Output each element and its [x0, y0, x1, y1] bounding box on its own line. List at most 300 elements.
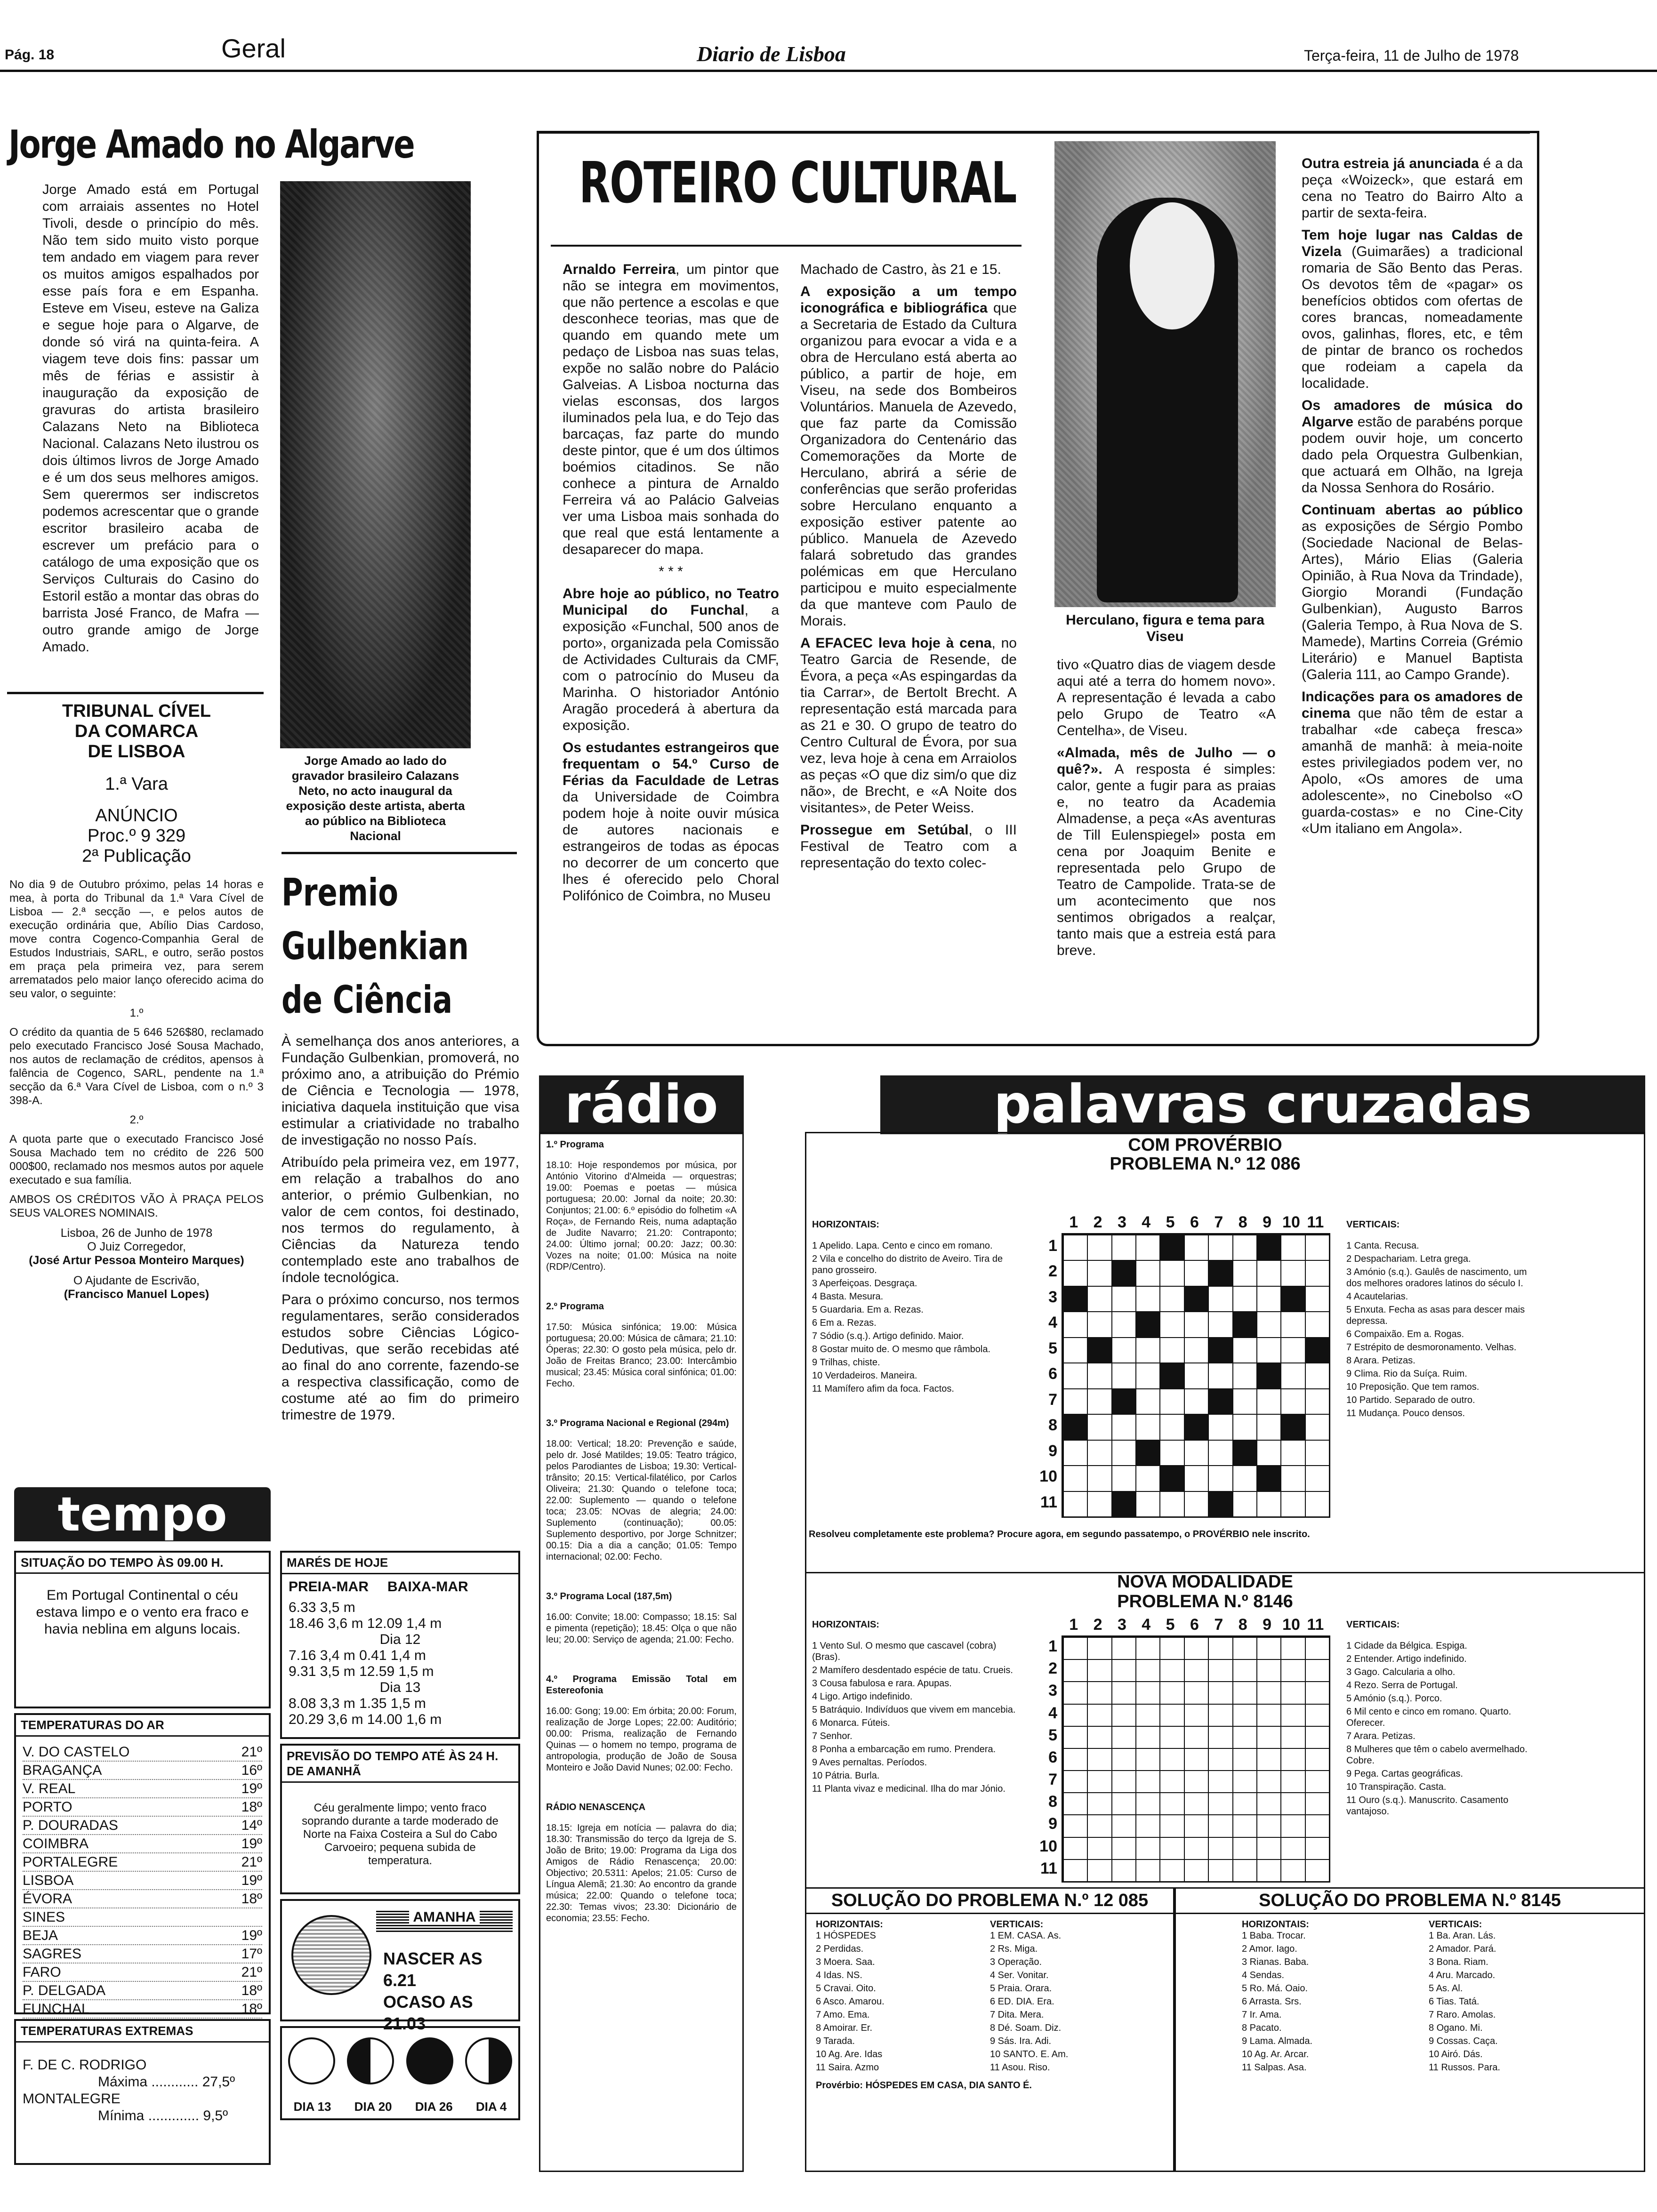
temperature-row: [23, 1982, 262, 2000]
preia-mar-header: PREIA-MAR: [289, 1579, 369, 1595]
grid-row-number: 10: [1039, 1837, 1057, 1855]
extremas-max-label: Máxima: [98, 2074, 148, 2090]
clue-item: 8 Amoirar. Er.: [816, 2023, 873, 2033]
grid-cell: [1256, 1414, 1281, 1440]
grid-cell: [1280, 1491, 1305, 1517]
tribunal-rule: [7, 692, 264, 694]
clue-item: 3 Cousa fabulosa e rara. Apupas.: [812, 1678, 952, 1689]
grid-cell: [1280, 1337, 1305, 1363]
grid-cell: [1063, 1440, 1088, 1466]
grid-cell: [1184, 1440, 1209, 1466]
clue-item: 3 Gago. Calcularia a olho.: [1346, 1667, 1456, 1677]
grid-cell: [1135, 1260, 1160, 1286]
clue-item: 11 Asou. Riso.: [990, 2062, 1050, 2073]
clue-item: 11 Russos. Para.: [1429, 2062, 1500, 2073]
radio-listings: [546, 1139, 737, 1924]
grid-cell: [1232, 1465, 1257, 1491]
temperature-row: [23, 1798, 262, 1817]
grid-cell: [1305, 1260, 1330, 1286]
grid-cell: [1111, 1637, 1136, 1660]
temperature-city: P. DELGADA: [23, 1983, 106, 1998]
roteiro-c4e: Indicações para os amadores de cinema que não têm de estar a trabalhar «de cabeça fresca» amanhã de manhã: à meia-noite estes privilegiados podem ver, no Apolo, «Os amores de uma adolescente», no Cinebolso «O guarda-costas» e no Cine-City «Um italiano em Angola».: [1302, 689, 1523, 836]
tribunal-vara: 1.ª Vara: [105, 774, 168, 794]
grid-cell: [1135, 1726, 1160, 1749]
grid-cell: [1208, 1234, 1233, 1261]
tide-row: 6.33 3,5 m: [289, 1600, 355, 1615]
solucao-2-v-label: VERTICAIS:: [1429, 1919, 1482, 1930]
grid-cell: [1135, 1286, 1160, 1312]
grid-cell: [1135, 1859, 1160, 1882]
grid-cell: [1232, 1704, 1257, 1727]
puzzle1-note: Resolveu completamente este problema? Procure agora, em segundo passatempo, o PROVÉRBIO nele inscrito.: [809, 1529, 1310, 1539]
grid-column-number: 8: [1238, 1616, 1247, 1634]
clue-item: 1 Baba. Trocar.: [1242, 1931, 1306, 1941]
tide-row: 18.46 3,6 m 12.09 1,4 m: [289, 1616, 442, 1631]
grid-cell: [1135, 1637, 1160, 1660]
amanha-bar: [376, 1909, 513, 1932]
section-name: Geral: [221, 33, 286, 63]
grid-column-number: 1: [1069, 1213, 1078, 1231]
puzzle2-row-numbers: [1033, 1635, 1059, 1883]
grid-cell: [1184, 1260, 1209, 1286]
tribunal-title-2: DA COMARCA: [74, 721, 199, 741]
clue-item: 1 Apelido. Lapa. Cento e cinco em romano.: [812, 1241, 993, 1251]
grid-cell: [1305, 1491, 1330, 1517]
grid-cell: [1208, 1837, 1233, 1860]
grid-cell-black: [1208, 1260, 1233, 1286]
grid-cell: [1063, 1260, 1088, 1286]
puzzle2-vertical-clues: [1346, 1640, 1535, 1819]
grid-cell: [1184, 1792, 1209, 1815]
grid-cell-black: [1135, 1440, 1160, 1466]
grid-cell: [1111, 1286, 1136, 1312]
grid-cell: [1280, 1362, 1305, 1389]
roteiro-c4b: Tem hoje lugar nas Caldas de Vizela (Guimarães) a tradicional romaria de São Bento das Peras. Os devotos têm de «pagar» os benefícios obtidos com ofertas de cores brancas, nomeadamente ovos, galinhas, flores, etc, e têm de pintar de branco os rochedos que rodeiam a capela da localidade.: [1302, 227, 1523, 391]
solucao-2-title: SOLUÇÃO DO PROBLEMA N.º 8145: [1176, 1889, 1644, 1914]
grid-cell: [1063, 1837, 1088, 1860]
grid-row-number: 7: [1048, 1771, 1057, 1789]
grid-cell: [1111, 1837, 1136, 1860]
grid-cell: [1159, 1681, 1184, 1704]
grid-cell: [1232, 1337, 1257, 1363]
grid-cell: [1087, 1637, 1112, 1660]
tribunal-notice: [9, 701, 264, 1301]
grid-cell: [1280, 1859, 1305, 1882]
premio-p2: Atribuído pela primeira vez, em 1977, em relação a trabalhos do ano anterior, o prémio Gulbenkian, no valor de cem contos, foi destinado, nos termos do regulamento, à Ciências da Natureza tendo contemplado este ano trabalhos de índole tecnológica.: [282, 1154, 519, 1285]
grid-cell: [1063, 1726, 1088, 1749]
clue-item: 2 Amador. Pará.: [1429, 1944, 1496, 1954]
grid-cell: [1063, 1704, 1088, 1727]
grid-cell: [1305, 1659, 1330, 1682]
radio-t6: 18.15: Igreja em notícia — palavra do dia; 18.30: Transmissão do terço da Igreja de S. João de Brito; 19.00: Programa da Liga dos Amigos de Rádio Renascença; 20.00: Objectivo; 20.5311: Apelos; 21.05: Curso de Língua Alemã; 21.30: Ao encontro da grande música; 22.00: Quando o telefone toca; 22.30: Temas vivos; 23.30: Dicionário de economia; 23.55: Fecho.: [546, 1823, 737, 1923]
grid-cell: [1111, 1362, 1136, 1389]
grid-cell: [1305, 1770, 1330, 1793]
roteiro-title-rule: [551, 245, 1022, 247]
clue-item: 6 Arrasta. Srs.: [1242, 1996, 1302, 2007]
amado-caption: Jorge Amado ao lado do gravador brasileiro Calazans Neto, no acto inaugural da exposição deste artista, aberta ao público na Biblioteca Nacional: [286, 753, 465, 843]
puzzle1-verticais-label: VERTICAIS:: [1346, 1219, 1400, 1230]
moon-day-label: DIA 4: [475, 2100, 507, 2114]
ocaso-value: 21.03: [383, 2014, 426, 2033]
temperature-city: FUNCHAL: [23, 2001, 89, 2017]
temperature-row: [23, 1872, 262, 1890]
premio-title-3: de Ciência: [282, 978, 453, 1022]
solucao-1-proverbio: Provérbio: HÓSPEDES EM CASA, DIA SANTO É.: [816, 2080, 1032, 2091]
grid-cell: [1159, 1859, 1184, 1882]
grid-cell: [1184, 1814, 1209, 1837]
grid-cell: [1305, 1726, 1330, 1749]
grid-cell: [1232, 1792, 1257, 1815]
grid-cell: [1232, 1681, 1257, 1704]
moon-day-label: DIA 20: [354, 2100, 392, 2114]
grid-cell: [1087, 1440, 1112, 1466]
grid-cell: [1087, 1260, 1112, 1286]
temperaturas-list: [16, 1737, 269, 2019]
grid-cell: [1208, 1704, 1233, 1727]
grid-cell: [1184, 1726, 1209, 1749]
clue-item: 6 Mil cento e cinco em romano. Quarto. Oferecer.: [1346, 1707, 1512, 1728]
grid-row-number: 5: [1048, 1726, 1057, 1744]
grid-cell: [1063, 1465, 1088, 1491]
grid-cell: [1111, 1440, 1136, 1466]
clue-item: 2 Vila e concelho do distrito de Aveiro. Tira de pano grosseiro.: [812, 1254, 1003, 1275]
grid-cell: [1256, 1388, 1281, 1415]
grid-cell: [1232, 1837, 1257, 1860]
grid-cell: [1087, 1388, 1112, 1415]
grid-row-number: 10: [1039, 1467, 1057, 1486]
grid-cell: [1305, 1234, 1330, 1261]
grid-cell-black: [1135, 1311, 1160, 1338]
sun-icon: [291, 1915, 371, 1995]
grid-column-number: 2: [1093, 1616, 1102, 1634]
clue-item: 10 Preposição. Que tem ramos.: [1346, 1382, 1480, 1392]
clue-item: 4 Ser. Vonitar.: [990, 1970, 1049, 1980]
grid-row-number: 4: [1048, 1704, 1057, 1722]
tribunal-date: Lisboa, 26 de Junho de 1978: [60, 1226, 213, 1240]
clue-item: 3 Operação.: [990, 1957, 1042, 1967]
grid-cell: [1280, 1748, 1305, 1771]
grid-cell: [1256, 1637, 1281, 1660]
tide-row: Dia 12: [379, 1632, 421, 1647]
issue-date: Terça-feira, 11 de Julho de 1978: [1304, 47, 1519, 64]
temperature-value: 18º: [241, 1983, 262, 1998]
grid-cell: [1184, 1362, 1209, 1389]
puzzle1-horizontal-clues: [812, 1240, 1019, 1396]
temperature-row: [23, 1743, 262, 1762]
clue-item: 2 Rs. Miga.: [990, 1944, 1038, 1954]
grid-cell: [1184, 1748, 1209, 1771]
grid-cell: [1135, 1491, 1160, 1517]
previsao-box: [280, 1744, 520, 1894]
grid-cell: [1184, 1770, 1209, 1793]
grid-cell-black: [1256, 1234, 1281, 1261]
grid-cell: [1111, 1792, 1136, 1815]
clue-item: 5 Enxuta. Fecha as asas para descer mais depressa.: [1346, 1305, 1525, 1326]
roteiro-c1: Arnaldo Ferreira, um pintor que não se integra em movimentos, que não pertence a escolas e que desconhece teorias, mas que de quando em quando mete um pedaço de Lisboa nas suas telas, expõe no salão nobre do Palácio Galveias. A Lisboa nocturna das vielas esconsas, dos largos iluminados pela lua, e do Tejo das barcaças, faz parte do mundo deste pintor, que é um dos últimos boémios citadinos. Se não conhece a pintura de Arnaldo Ferreira vá ao Palácio Galveias ver uma Lisboa mais sonhada do que real que está lentamente a desaparecer do mapa.: [563, 262, 779, 557]
grid-cell: [1135, 1704, 1160, 1727]
grid-cell: [1063, 1337, 1088, 1363]
clue-item: 4 Acautelarias.: [1346, 1291, 1408, 1302]
clue-item: 6 Tias. Tatá.: [1429, 1996, 1480, 2007]
premio-headline: [282, 866, 469, 1027]
clue-item: 9 Cossas. Caça.: [1429, 2036, 1498, 2046]
premio-p1: À semelhança dos anos anteriores, a Fundação Gulbenkian, promoverá, no próximo ano, a atribuição do Prémio de Ciência e Tecnologia — 1978, iniciativa daquela instituição que visa estimular a criatividade no trabalho de investigação no nosso País.: [282, 1034, 519, 1148]
grid-cell: [1256, 1311, 1281, 1338]
grid-cell: [1280, 1388, 1305, 1415]
grid-cell: [1087, 1859, 1112, 1882]
grid-cell: [1111, 1748, 1136, 1771]
grid-cell-black: [1159, 1465, 1184, 1491]
grid-cell: [1280, 1726, 1305, 1749]
grid-cell: [1280, 1837, 1305, 1860]
clue-item: 6 Compaixão. Em a. Rogas.: [1346, 1329, 1464, 1339]
grid-cell: [1232, 1814, 1257, 1837]
clue-item: 1 Cidade da Bélgica. Espiga.: [1346, 1641, 1467, 1651]
premio-title-1: Premio: [282, 871, 399, 914]
grid-cell: [1087, 1770, 1112, 1793]
grid-column-number: 7: [1214, 1213, 1223, 1231]
puzzle2-grid: [1062, 1635, 1330, 1883]
grid-cell: [1208, 1414, 1233, 1440]
grid-cell: [1111, 1337, 1136, 1363]
clue-item: 1 Canta. Recusa.: [1346, 1241, 1419, 1251]
grid-cell: [1232, 1770, 1257, 1793]
grid-cell: [1305, 1792, 1330, 1815]
roteiro-title: ROTEIRO CULTURAL: [579, 151, 1016, 216]
grid-cell: [1063, 1311, 1088, 1338]
clue-item: 10 Pátria. Burla.: [812, 1771, 880, 1781]
grid-cell: [1305, 1704, 1330, 1727]
grid-cell: [1232, 1388, 1257, 1415]
roteiro-col-4: [1302, 155, 1523, 842]
grid-cell: [1159, 1388, 1184, 1415]
grid-cell: [1208, 1770, 1233, 1793]
roteiro-c2: Machado de Castro, às 21 e 15.: [800, 262, 1001, 277]
roteiro-c3b: «Almada, mês de Julho — o quê?». A resposta é simples: calor, gente a fugir para as praias e, no teatro da Academia Almadense, a peça «As aventuras de Till Eulenspiegel» posta em cena por Joaquim Benite e representada pelo Grupo de Teatro de Campolide. Trata-se de um acontecimento que nos sentimos obrigados a realçar, tanto mais que a estreia está para breve.: [1057, 745, 1276, 958]
grid-cell: [1208, 1726, 1233, 1749]
radio-s1: 1.º Programa: [546, 1139, 604, 1150]
grid-cell-black: [1063, 1286, 1088, 1312]
clue-item: 1 Ba. Aran. Lás.: [1429, 1931, 1496, 1941]
grid-cell-black: [1159, 1234, 1184, 1261]
header-rule: [0, 70, 1657, 72]
grid-cell: [1159, 1337, 1184, 1363]
grid-cell: [1184, 1681, 1209, 1704]
grid-row-number: 2: [1048, 1659, 1057, 1678]
grid-cell: [1135, 1337, 1160, 1363]
solucao-1-h-label: HORIZONTAIS:: [816, 1919, 883, 1930]
clue-item: 8 Gostar muito de. O mesmo que râmbola.: [812, 1344, 991, 1354]
grid-cell: [1256, 1260, 1281, 1286]
grid-row-number: 11: [1040, 1493, 1057, 1511]
grid-cell: [1063, 1659, 1088, 1682]
grid-cell-black: [1208, 1388, 1233, 1415]
puzzle2-number: PROBLEMA N.º 8146: [1117, 1592, 1293, 1611]
radio-t1: 18.10: Hoje respondemos por música, por António Vitorino d'Almeida — orquestras; 19.00: Poemas e poetas — música portuguesa; 20.00: Jornal da noite; 20.30: Conjuntos; 21.00: 6.º episódio do folhetim «A Roça», de Fernando Reis, numa adaptação de Judite Navarro; 21.20: Contraponto; 24.00: Último jornal; 00.20: Jazz; 00.30: Vozes na noite; 01.00: Música na noite (RDP/Centro).: [546, 1160, 737, 1272]
grid-cell: [1159, 1748, 1184, 1771]
previsao-text: Céu geralmente limpo; vento fraco soprando durante a tarde moderado de Norte na Faixa Costeira a Sul do Cabo Carvoeiro; pequena subida de temperatura.: [302, 1802, 499, 1867]
grid-cell-black: [1184, 1414, 1209, 1440]
solucao-2-box: [1174, 1887, 1645, 2172]
clue-item: 10 Partido. Separado de outro.: [1346, 1395, 1475, 1405]
clue-item: 3 Rianas. Baba.: [1242, 1957, 1309, 1967]
grid-cell: [1159, 1286, 1184, 1312]
amado-text: Jorge Amado está em Portugal com arraiais assentes no Hotel Tivoli, desde o princípio do mês. Não tem sido muito visto porque tem andado em viagem para rever os muitos amigos espalhados por esse país fora e em Espanha. Esteve em Viseu, esteve na Galiza e segue hoje para o Algarve, de donde só virá na quinta-feira. A viagem teve dois fins: passar um mês de férias e assistir à inauguração da exposição de gravuras do artista brasileiro Calazans Neto na Biblioteca Nacional. Calazans Neto ilustrou os dois últimos livros de Jorge Amado e é um dos seus melhores amigos. Sem querermos ser indiscretos podemos acrescentar que o grande escritor brasileiro acaba de escrever um prefácio para o catálogo de uma exposição que os Serviços Culturais do Casino do Estoril estão a montar das obras do barrista José Franco, de Mafra — outro grande amigo de Jorge Amado.: [42, 182, 259, 655]
clue-item: 7 Amo. Ema.: [816, 2010, 870, 2020]
clue-item: 5 Cravai. Oito.: [816, 1983, 876, 1994]
grid-cell: [1256, 1659, 1281, 1682]
tribunal-anuncio: ANÚNCIO: [95, 806, 178, 825]
grid-cell: [1111, 1234, 1136, 1261]
temperature-value: 19º: [241, 1873, 262, 1888]
clue-item: 6 Monarca. Fúteis.: [812, 1718, 890, 1728]
nascer-label: NASCER AS: [383, 1949, 483, 1968]
grid-cell: [1063, 1792, 1088, 1815]
extremas-min-label: Mínima: [98, 2108, 145, 2124]
grid-column-number: 7: [1214, 1616, 1223, 1634]
puzzle1-row-numbers: [1033, 1233, 1059, 1518]
temperature-value: 18º: [241, 1891, 262, 1907]
grid-cell: [1232, 1748, 1257, 1771]
grid-cell: [1111, 1859, 1136, 1882]
herculano-face: [1130, 202, 1215, 329]
grid-cell: [1087, 1659, 1112, 1682]
moon-day-label: DIA 13: [293, 2100, 331, 2114]
grid-cell: [1159, 1792, 1184, 1815]
clue-item: 2 Despachariam. Letra grega.: [1346, 1254, 1471, 1264]
grid-cell-black: [1305, 1337, 1330, 1363]
clue-item: 8 Dé. Soam. Diz.: [990, 2023, 1062, 2033]
grid-column-number: 1: [1069, 1616, 1078, 1634]
clue-item: 7 Arara. Petizas.: [1346, 1731, 1416, 1741]
cruzadas-banner: palavras cruzadas: [880, 1075, 1645, 1134]
temperature-value: 19º: [241, 1928, 262, 1943]
grid-row-number: 8: [1048, 1793, 1057, 1811]
solucao-2-vertical: [1429, 1930, 1578, 2073]
grid-cell: [1232, 1362, 1257, 1389]
grid-cell: [1280, 1234, 1305, 1261]
temperature-row: [23, 1927, 262, 1945]
tribunal-p3: A quota parte que o executado Francisco José Sousa Machado tem no crédito de 226 500 000$00, reclamado nos mesmos autos por aquele executado e sua família.: [9, 1133, 264, 1186]
roteiro-c4: Outra estreia já anunciada é a da peça «Woizeck», que estará em cena no Teatro do Bairro Alto a partir de sexta-feira.: [1302, 156, 1523, 221]
grid-cell: [1256, 1491, 1281, 1517]
tribunal-p4: AMBOS OS CRÉDITOS VÃO À PRAÇA PELOS SEUS VALORES NOMINAIS.: [9, 1193, 264, 1219]
moon-last-quarter-icon: [347, 2037, 394, 2084]
clue-item: 11 Mamífero afim da foca. Factos.: [812, 1384, 954, 1394]
grid-cell: [1063, 1234, 1088, 1261]
grid-cell: [1063, 1491, 1088, 1517]
clue-item: 9 Lama. Almada.: [1242, 2036, 1313, 2046]
grid-cell: [1184, 1465, 1209, 1491]
grid-cell: [1280, 1814, 1305, 1837]
extremas-box: TEMPERATURAS EXTREMAS F. DE C. RODRIGO Máxima ............ 27,5º MONTALEGRE Mínima ............. 9,5º: [14, 2019, 271, 2165]
grid-cell: [1256, 1286, 1281, 1312]
clue-item: 11 Ouro (s.q.). Manuscrito. Casamento vantajoso.: [1346, 1795, 1509, 1817]
baixa-mar-header: BAIXA-MAR: [387, 1579, 468, 1595]
grid-cell: [1232, 1286, 1257, 1312]
tide-row: Dia 13: [379, 1680, 421, 1695]
grid-cell: [1159, 1440, 1184, 1466]
grid-cell-black: [1184, 1286, 1209, 1312]
clue-item: 10 Transpiração. Casta.: [1346, 1782, 1447, 1792]
clue-item: 7 Ir. Ama.: [1242, 2010, 1282, 2020]
grid-column-number: 10: [1282, 1616, 1300, 1634]
grid-cell: [1159, 1704, 1184, 1727]
puzzle2-verticais-label: VERTICAIS:: [1346, 1619, 1400, 1630]
grid-cell: [1184, 1234, 1209, 1261]
temperaturas-box: [14, 1713, 271, 2017]
clue-item: 10 Verdadeiros. Maneira.: [812, 1370, 917, 1381]
tribunal-p1: No dia 9 de Outubro próximo, pelas 14 horas e mea, à porta do Tribunal da 1.ª Vara Cível de Lisboa — 2.ª secção —, e pelos autos de execução ordinária que, Abílio Dias Cardoso, move contra Cogenco-Companhia Geral de Estudos Industriais, SARL, e outro, serão postos em praça pela primeira vez, para serem arrematados pelo maior lanço oferecido acima do seu valor, o seguinte:: [9, 878, 264, 1000]
temperature-city: FARO: [23, 1964, 61, 1980]
puzzle1-horizontais-label: HORIZONTAIS:: [812, 1219, 879, 1230]
clue-item: 7 Raro. Amolas.: [1429, 2010, 1496, 2020]
grid-cell: [1159, 1311, 1184, 1338]
radio-t5: 16.00: Gong; 19.00: Em órbita; 20.00: Forum, realização de Jorge Lopes; 22.00: Auditório; 00.00: Prisma, realização de Fernando Quinas — o homem no tempo, programa de antropologia, produção de João de Sousa Monteiro e João David Nunes; 02.00: Fecho.: [546, 1706, 737, 1773]
grid-cell-black: [1063, 1414, 1088, 1440]
grid-column-number: 6: [1190, 1616, 1199, 1634]
radio-s6: RÁDIO NENASCENÇA: [546, 1802, 646, 1812]
solucao-1-box: [805, 1887, 1174, 2172]
grid-cell-black: [1256, 1465, 1281, 1491]
clue-item: 3 Bona. Riam.: [1429, 1957, 1488, 1967]
herculano-caption: Herculano, figura e tema para Viseu: [1066, 612, 1264, 644]
grid-cell: [1305, 1465, 1330, 1491]
lua-box: [280, 2026, 520, 2120]
grid-cell: [1280, 1465, 1305, 1491]
grid-cell: [1159, 1491, 1184, 1517]
solucao-2-h-label: HORIZONTAIS:: [1242, 1919, 1309, 1930]
grid-cell-black: [1280, 1414, 1305, 1440]
grid-cell: [1208, 1859, 1233, 1882]
grid-cell: [1087, 1234, 1112, 1261]
amado-headline: Jorge Amado no Algarve: [8, 122, 414, 167]
temperature-value: 21º: [241, 1964, 262, 1980]
temperature-row: [23, 1964, 262, 1982]
grid-cell: [1208, 1748, 1233, 1771]
roteiro-c4d: Continuam abertas ao público as exposições de Sérgio Pombo (Sociedade Nacional de Belas-Artes), Mário Elias (Galeria Opinião, à Rua Nova da Trindade), Giorgio Morandi (Fundação Gulbenkian), Augusto Barros (Galeria Tempo, à Rua Nova de S. Mamede), Martins Correia (Grémio Literário) e Manuel Baptista (Galeria 111, ao Campo Grande).: [1302, 502, 1523, 682]
grid-cell: [1208, 1286, 1233, 1312]
grid-cell: [1256, 1770, 1281, 1793]
grid-row-number: 1: [1048, 1237, 1057, 1255]
clue-item: 7 Senhor.: [812, 1731, 853, 1741]
puzzle2-column-numbers: [1062, 1616, 1330, 1635]
grid-cell: [1232, 1659, 1257, 1682]
grid-cell: [1111, 1311, 1136, 1338]
grid-cell: [1256, 1440, 1281, 1466]
grid-cell: [1184, 1388, 1209, 1415]
clue-item: 6 Em a. Rezas.: [812, 1318, 877, 1328]
grid-cell: [1280, 1311, 1305, 1338]
grid-cell: [1087, 1362, 1112, 1389]
premio-rule: [282, 852, 517, 854]
roteiro-c4c: Os amadores de música do Algarve estão de parabéns porque podem ouvir hoje, um concerto dado pela Orquestra Gulbenkian, que actuará em Olhão, na Igreja da Nossa Senhora do Rosário.: [1302, 398, 1523, 496]
grid-cell: [1184, 1704, 1209, 1727]
grid-cell: [1305, 1286, 1330, 1312]
grid-cell: [1256, 1704, 1281, 1727]
grid-cell: [1184, 1337, 1209, 1363]
clue-item: 1 Vento Sul. O mesmo que cascavel (cobra) (Bras).: [812, 1641, 997, 1662]
roteiro-col-2: [800, 261, 1017, 877]
grid-cell-black: [1087, 1337, 1112, 1363]
grid-cell: [1305, 1440, 1330, 1466]
puzzle1-column-numbers: [1062, 1213, 1330, 1232]
clue-item: 9 Tarada.: [816, 2036, 855, 2046]
grid-row-number: 11: [1040, 1859, 1057, 1877]
grid-column-number: 11: [1307, 1616, 1324, 1634]
grid-cell: [1111, 1659, 1136, 1682]
temperature-value: 18º: [241, 1799, 262, 1815]
